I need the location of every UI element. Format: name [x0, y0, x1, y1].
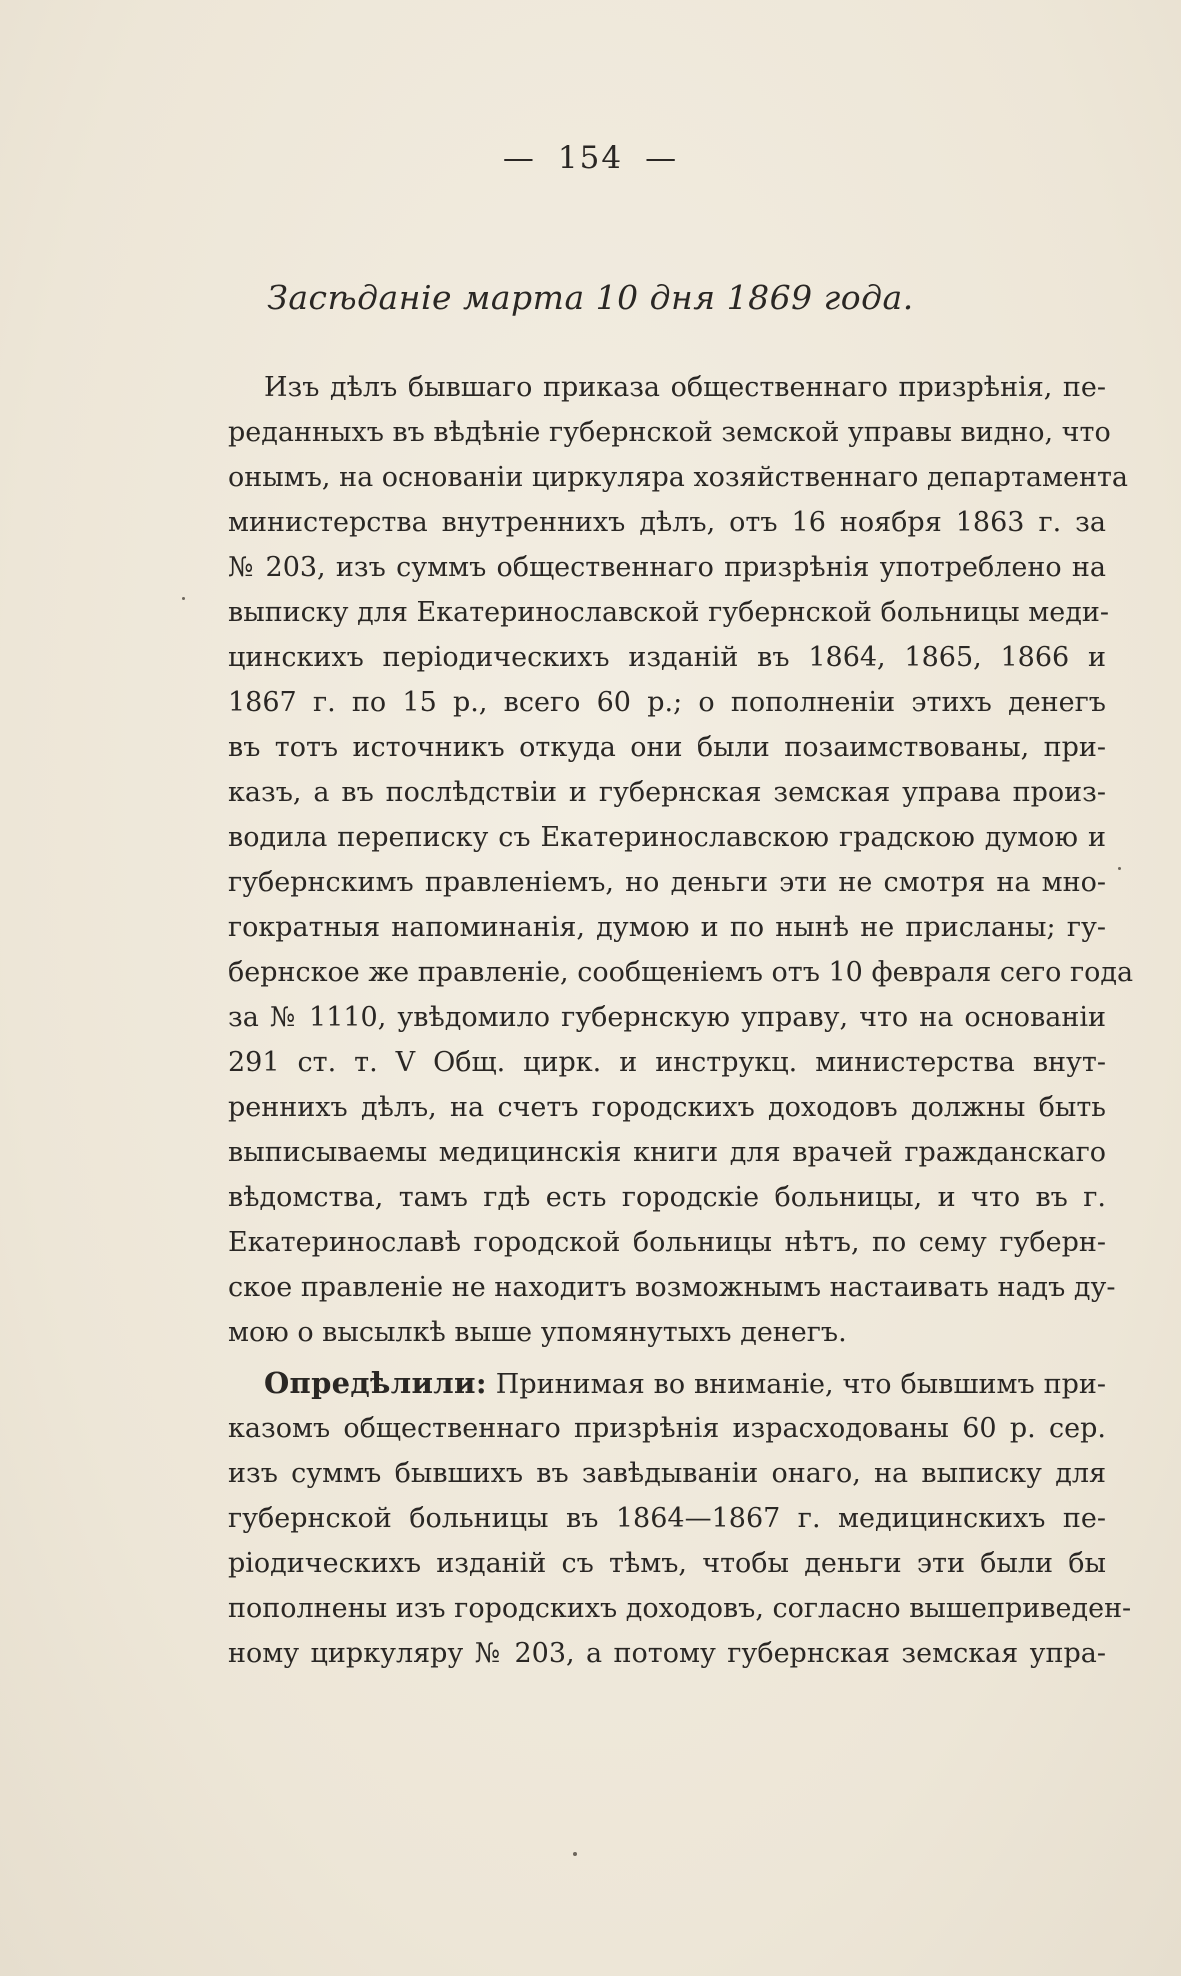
text-line: цинскихъ періодическихъ изданій въ 1864, 1865, 1866 и — [228, 642, 1106, 673]
text-line: вѣдомства, тамъ гдѣ есть городскіе больницы, и что въ г. — [228, 1182, 1106, 1213]
paper-speck — [1118, 867, 1121, 870]
resolution-first-line — [228, 1361, 1106, 1406]
text-line: мою о высылкѣ выше упомянутыхъ денегъ. — [228, 1317, 847, 1348]
paragraph-2 — [228, 1361, 1132, 1676]
page-number-dash-left: — — [502, 140, 536, 176]
session-title: Засѣданіе марта 10 дня 1869 года. — [267, 278, 914, 317]
text-line: выписываемы медицинскія книги для врачей гражданскаго — [228, 1137, 1106, 1168]
text-line: Екатеринославѣ городской больницы нѣтъ, по сему губерн- — [228, 1227, 1106, 1258]
text-line: онымъ, на основаніи циркуляра хозяйственнаго департамента — [228, 462, 1129, 493]
page-number-dash-right: — — [645, 140, 679, 176]
text-line: гократныя напоминанія, думою и по нынѣ не присланы; гу- — [228, 912, 1106, 943]
text-line: 1867 г. по 15 р., всего 60 р.; о пополненіи этихъ денегъ — [228, 687, 1106, 718]
text-line: реданныхъ въ вѣдѣніе губернской земской управы видно, что — [228, 417, 1111, 448]
text-line: бернское же правленіе, сообщеніемъ отъ 10 февраля сего года — [228, 957, 1134, 988]
text-line: казъ, а въ послѣдствіи и губернская земская управа произ- — [228, 777, 1106, 808]
text-line: ріодическихъ изданій съ тѣмъ, чтобы деньги эти были бы — [228, 1548, 1106, 1579]
text-line: выписку для Екатеринославской губернской больницы меди- — [228, 597, 1109, 628]
resolution-lead-word: Опредѣлили: — [264, 1366, 487, 1400]
text-line: министерства внутреннихъ дѣлъ, отъ 16 ноября 1863 г. за — [228, 507, 1106, 538]
resolution-first-line-text: Принимая во вниманіе, что бывшимъ при- — [495, 1369, 1106, 1400]
text-line: за № 1110, увѣдомило губернскую управу, что на основаніи — [228, 1002, 1106, 1033]
paragraph-1 — [228, 365, 1134, 1355]
paper-speck — [182, 597, 185, 600]
text-line: 291 ст. т. V Общ. цирк. и инструкц. министерства внут- — [228, 1047, 1106, 1078]
text-line: казомъ общественнаго призрѣнія израсходованы 60 р. сер. — [228, 1413, 1106, 1444]
page-number-header — [0, 140, 1181, 176]
text-line: ному циркуляру № 203, а потому губернская земская упра- — [228, 1638, 1106, 1669]
text-line: реннихъ дѣлъ, на счетъ городскихъ доходовъ должны быть — [228, 1092, 1106, 1123]
text-line: № 203, изъ суммъ общественнаго призрѣнія употреблено на — [228, 552, 1106, 583]
text-line: водила переписку съ Екатеринославскою градскою думою и — [228, 822, 1106, 853]
paper-speck — [573, 1852, 577, 1856]
text-line: губернскимъ правленіемъ, но деньги эти не смотря на мно- — [228, 867, 1106, 898]
text-line: въ тотъ источникъ откуда они были позаимствованы, при- — [228, 732, 1106, 763]
text-line: Изъ дѣлъ бывшаго приказа общественнаго призрѣнія, пе- — [264, 372, 1106, 403]
text-line: губернской больницы въ 1864—1867 г. медицинскихъ пе- — [228, 1503, 1106, 1534]
body-text — [228, 365, 1134, 1676]
text-line: ское правленіе не находитъ возможнымъ настаивать надъ ду- — [228, 1272, 1116, 1303]
page-number: 154 — [557, 140, 624, 176]
text-line: пополнены изъ городскихъ доходовъ, согласно вышеприведен- — [228, 1593, 1132, 1624]
text-line: изъ суммъ бывшихъ въ завѣдываніи онаго, на выписку для — [228, 1458, 1106, 1489]
